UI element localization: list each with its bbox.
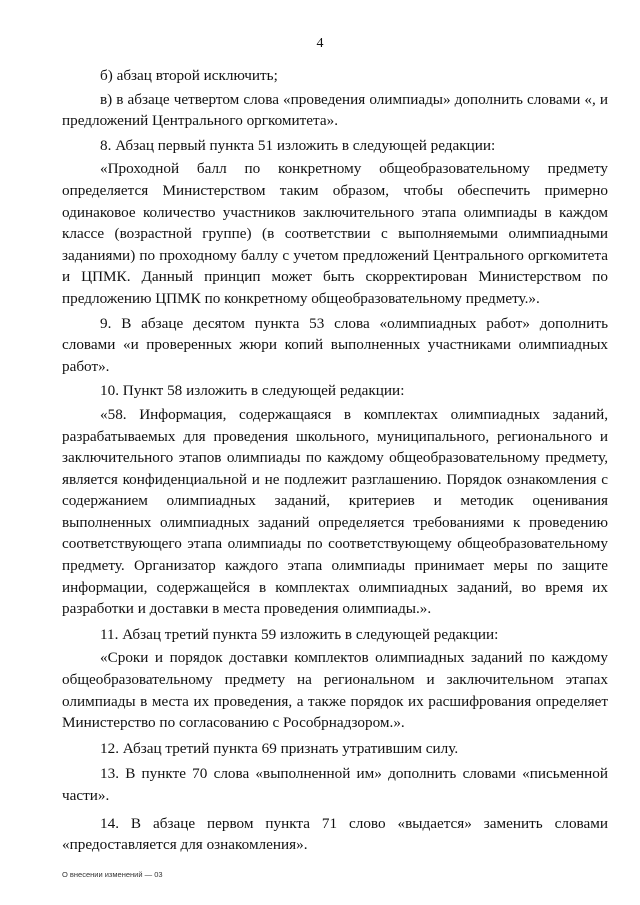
paragraph-14: 14. В абзаце первом пункта 71 слово «выдается» заменить словами «предоставляется для ознакомления».	[62, 814, 608, 854]
paragraph-9: 9. В абзаце десятом пункта 53 слова «олимпиадных работ» дополнить словами «и проверенных жюри копий выполненных участниками олимпиадных работ».	[62, 314, 608, 375]
paragraph-8: 8. Абзац первый пункта 51 изложить в следующей редакции:	[100, 136, 496, 154]
footer-file-label: О внесении изменений — 03	[62, 870, 163, 879]
paragraph-v: в) в абзаце четвертом слова «проведения олимпиады» дополнить словами «, и предложений Центрального оргкомитета».	[62, 90, 608, 130]
paragraph-b: б) абзац второй исключить;	[100, 67, 278, 84]
paragraph-10: 10. Пункт 58 изложить в следующей редакции:	[100, 382, 405, 400]
paragraph-12: 12. Абзац третий пункта 69 признать утратившим силу.	[100, 739, 459, 757]
paragraph-58-text: «58. Информация, содержащаяся в комплектах олимпиадных заданий, разрабатываемых для проведения школьного, муниципального, регионального и заключительного этапов олимпиады по каждому общеобразовательному предмету, является конфиденциальной и не подлежит разглашению. Порядок ознакомления с содержанием олимпиадных заданий, критериев и методик оценивания выполненных олимпиадных заданий определяется требованиями к проведению соответствующего этапа олимпиады по соответствующему общеобразовательному предмету. Организатор каждого этапа олимпиады принимает меры по защите информации, содержащейся в комплектах олимпиадных заданий, во время их разработки и доставки в места проведения олимпиады.».	[62, 405, 608, 618]
paragraph-13: 13. В пункте 70 слова «выполненной им» дополнить словами «письменной части».	[62, 765, 608, 804]
paragraph-51-text: «Проходной балл по конкретному общеобразовательному предмету определяется Министерством таким образом, чтобы обеспечить примерно одинаковое количество участников заключительного этапа олимпиады в каждом классе (возрастной группе) (в соответствии с выполняемыми олимпиадными заданиями) по проходному баллу с учетом предложений Центрального оргкомитета и ЦПМК. Данный принцип может быть скорректирован Министерством по предложению ЦПМК по конкретному общеобразовательному предмету.».	[62, 160, 608, 307]
document-body	[62, 63, 608, 856]
page-number: 4	[316, 36, 324, 51]
paragraph-11: 11. Абзац третий пункта 59 изложить в следующей редакции:	[100, 625, 499, 643]
paragraph-59-text: «Сроки и порядок доставки комплектов олимпиадных заданий по каждому общеобразовательному предмету на региональном и заключительном этапах олимпиады в места их проведения, а также порядок их расшифрования определяет Министерство по согласованию с Рособрнадзором.».	[62, 649, 608, 732]
